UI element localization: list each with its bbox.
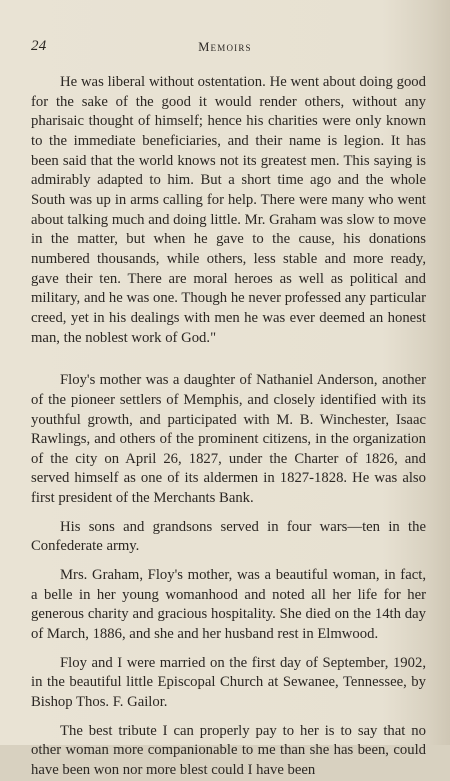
page-number: 24 bbox=[31, 38, 47, 54]
paragraph-wars: His sons and grandsons served in four wars—ten in the Confederate army. bbox=[31, 518, 426, 555]
body-text bbox=[31, 73, 426, 781]
paragraph-marriage: Floy and I were married on the first day of September, 1902, in the beautiful little Episcopal Church at Sewanee, Tennessee, by Bishop Thos. F. Gailor. bbox=[31, 654, 426, 711]
paragraph-best-tribute: The best tribute I can properly pay to her is to say that no other woman more companionable to me than she has been, could have been won nor more blest could I have been bbox=[31, 722, 426, 778]
running-title: Memoirs bbox=[198, 40, 252, 54]
paragraph-anderson: Floy's mother was a daughter of Nathaniel Anderson, another of the pioneer settlers of Memphis, and closely identified with its youthful growth, and participated with M. B. Winchester, Isaac Rawlings, and others of the prominent citizens, in the organization of the city on April 26, 1827, under the Charter of 1826, and served himself as one of its aldermen in 1827-1828. He was also first president of the Merchants Bank. bbox=[31, 372, 426, 507]
paragraph-tribute-graham: He was liberal without ostentation. He went about doing good for the sake of the good it would render others, without any pharisaic thought of himself; hence his charities were only known to the immediate beneficiaries, and their name is legion. It has been said that the world knows not its greatest men. This saying is admirably adapted to him. But a short time ago and the whole South was up in arms calling for help. There were many who went about talking much and doing little. Mr. Graham was slow to move in the matter, but when he gave to the cause, his donations numbered thousands, while others, less stable and more ready, gave their ten. There are moral heroes as well as political and military, and he was one. Though he never professed any particular creed, yet in his dealings with men he was ever deemed an honest man, the noblest work of God." bbox=[31, 74, 426, 346]
paragraph-mrs-graham: Mrs. Graham, Floy's mother, was a beautiful woman, in fact, a belle in her young womanhood and noted all her life for her generous charity and gracious hospitality. She died on the 14th day of March, 1886, and she and her husband rest in Elmwood. bbox=[31, 567, 426, 643]
